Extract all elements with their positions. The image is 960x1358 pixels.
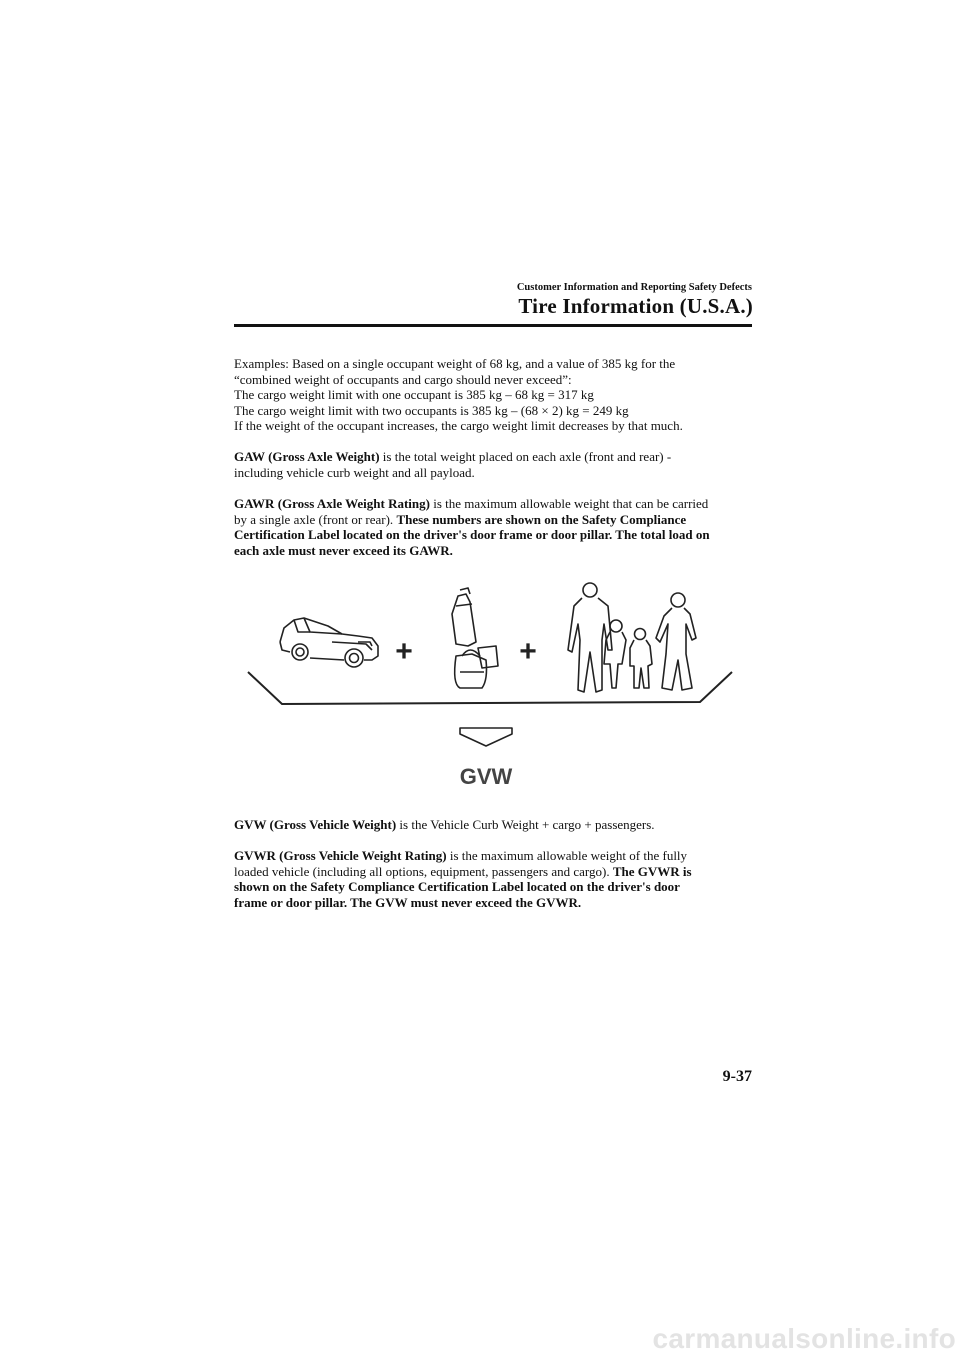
examples-paragraph: [234, 356, 754, 434]
gvwr-bold-text: shown on the Safety Compliance Certification Label located on the driver's door: [234, 879, 680, 895]
examples-line: Examples: Based on a single occupant weight of 68 kg, and a value of 385 kg for the: [234, 356, 676, 371]
gaw-paragraph: [234, 449, 754, 480]
gawr-text: is the maximum allowable weight that can be carried: [429, 496, 709, 511]
gvw-paragraph: [234, 817, 754, 833]
plus-sign: +: [519, 635, 537, 668]
examples-line: The cargo weight limit with one occupant is 385 kg – 68 kg = 317 kg: [234, 387, 594, 403]
examples-line: “combined weight of occupants and cargo should never exceed”:: [234, 371, 572, 387]
gawr-bold-text: These numbers are shown on the Safety Compliance: [396, 511, 687, 527]
bracket-line: [248, 672, 732, 704]
gvwr-bold-text: The GVWR is: [612, 863, 692, 879]
page-number: 9-37: [722, 1068, 752, 1085]
car-icon: [280, 618, 378, 667]
gvw-label: GVW: [459, 764, 513, 789]
gvwr-text: loaded vehicle (including all options, equipment, passengers and cargo).: [234, 863, 613, 879]
gvwr-term: GVWR (Gross Vehicle Weight Rating): [234, 848, 447, 863]
gawr-bold-text: Certification Label located on the driver's door frame or door pillar. The total load on: [234, 527, 710, 543]
section-label: Customer Information and Reporting Safety Defects: [516, 282, 752, 293]
gvwr-bold-text: frame or door pillar. The GVW must never exceed the GVWR.: [234, 894, 582, 910]
gaw-text: is the total weight placed on each axle (front and rear) -: [379, 449, 672, 464]
watermark: carmanualsonline.info: [652, 1323, 956, 1354]
page-title: Tire Information (U.S.A.): [518, 294, 753, 318]
examples-line: The cargo weight limit with two occupants is 385 kg – (68 × 2) kg = 249 kg: [234, 402, 629, 418]
gaw-text: including vehicle curb weight and all payload.: [234, 464, 475, 480]
gawr-bold-text: each axle must never exceed its GAWR.: [234, 542, 453, 558]
header-rule: [234, 324, 752, 327]
gvwr-paragraph: [234, 848, 754, 910]
gvw-term: GVW (Gross Vehicle Weight): [234, 817, 397, 832]
plus-sign: +: [395, 635, 413, 668]
family-icon: [568, 583, 696, 692]
gvw-text: is the Vehicle Curb Weight + cargo + passengers.: [396, 817, 655, 832]
examples-line: If the weight of the occupant increases, the cargo weight limit decreases by that much.: [234, 418, 683, 434]
gaw-term: GAW (Gross Axle Weight): [234, 449, 380, 464]
luggage-icon: [452, 588, 498, 688]
gawr-text: by a single axle (front or rear).: [234, 511, 397, 527]
down-arrow-icon: [460, 728, 512, 746]
gvwr-text: is the maximum allowable weight of the fully: [446, 848, 688, 863]
gvw-illustration: [246, 580, 736, 795]
gawr-paragraph: [234, 496, 754, 558]
gawr-term: GAWR (Gross Axle Weight Rating): [234, 496, 430, 511]
